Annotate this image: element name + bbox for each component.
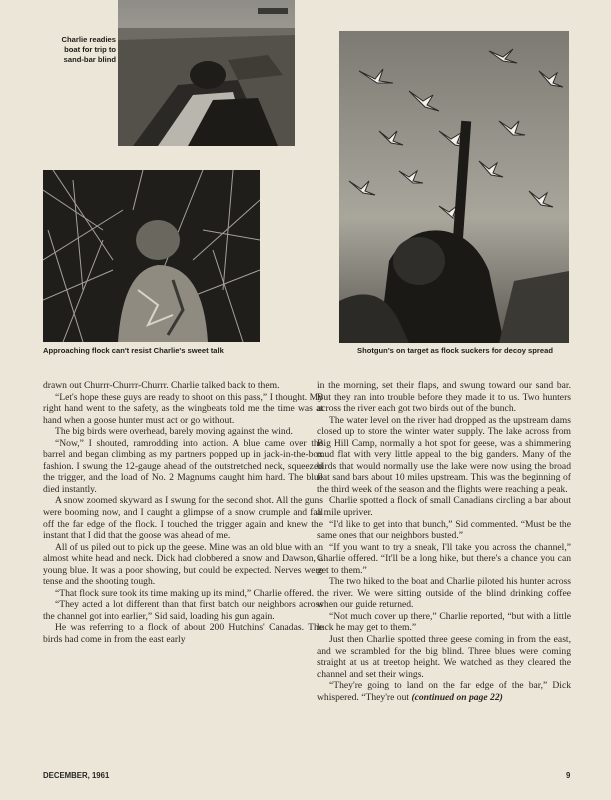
flock-photo-caption: Approaching flock can't resist Charlie's sweet talk [43,346,224,355]
flock-photo [43,170,260,342]
paragraph: Just then Charlie spotted three geese coming in from the east, and we scrambled for the big blind. Three blues were coming straight at us at treetop height. We watched as they cleared the channel and set their wings. [317,634,571,680]
paragraph: “That flock sure took its time making up its mind,” Charlie offered. [55,587,315,599]
boat-photo [118,0,295,146]
page-number: 9 [566,771,571,780]
paragraph: The two hiked to the boat and Charlie piloted his hunter across the river. We were sitting outside of the blind drinking coffee when our guide returned. [317,576,571,611]
paragraph: He was referring to a flock of about 200 Hutchins' Canadas. The birds had come in from the east early [43,622,323,646]
paragraph: “If you want to try a sneak, I'll take you across the channel,” Charlie offered. “It'll be a long hike, but there's a chance you can get to them.” [317,541,571,576]
paragraph [317,680,571,703]
paragraph: “Let's hope these guys are ready to shoot on this pass,” I thought. My right hand went to the safety, as the wingbeats told me the time was at hand when a goose hunter must act or go without. [43,391,323,426]
paragraph: A snow zoomed skyward as I swung for the second shot. All the guns were booming now, and I caught a glimpse of a snow crumple and fall off the far edge of the flock. I touched the trigger again and knew the instant that I did that the goose was ahead of me. [43,495,323,542]
paragraph-text: “They're going to land on the far edge of the bar,” Dick whispered. “They're out [317,680,571,703]
paragraph: “They acted a lot different than that first batch our neighbors across the channel got into earlier,” Sid said, loading his gun again. [43,599,323,622]
paragraph: “Not much cover up there,” Charlie reported, “but with a little luck he may get to them.” [317,610,571,634]
paragraph: “Now,” I shouted, ramrodding into action. A blue came over the barrel and began climbing as my partners popped up in jack-in-the-box fashion. I swung the 12-gauge ahead of the outstretched neck, squeezed the trigger, and the load of No. 2 Magnums caught him hard. The blue died instantly. [43,437,323,495]
paragraph: Charlie spotted a flock of small Canadians circling a bar about a mile upriver. [317,495,571,519]
continued-link[interactable]: (continued on page 22) [411,691,503,703]
article-left-column [43,380,323,646]
shotgun-photo-caption: Shotgun's on target as flock suckers for decoy spread [357,346,553,355]
paragraph: The big birds were overhead, barely moving against the wind. [55,426,293,438]
shotgun-photo [339,31,569,343]
paragraph: All of us piled out to pick up the geese. Mine was an old blue with an almost white head and neck. Dick had clobbered a snow and Dawson, a young blue. It was a poor showing, but could be expected. Nerves were tense and the shooting tough. [43,541,323,588]
issue-date: DECEMBER, 1961 [43,771,110,780]
paragraph: in the morning, set their flaps, and swung toward our sand bar. But they ran into trouble before they made it to us. Two hunters across the river each got two birds out of the bunch. [317,380,571,415]
boat-photo-caption: Charlie readies boat for trip to sand-bar blind [61,35,116,64]
paragraph: drawn out Churrr-Churrr-Churrr. Charlie talked back to them. [43,380,280,391]
article-right-column [317,380,571,703]
paragraph: The water level on the river had dropped as the upstream dams closed up to store the winter water supply. The lake across from Big Hill Camp, normally a hot spot for geese, was a shimmering mud flat with very little appeal to the big ganders. Many of the birds that would normally use the lake were now using the broad flat sand bars about 10 miles upstream. This was the beginning of the third week of the season and the flights were reaching a peak. [317,414,571,495]
paragraph: “I'd like to get into that bunch,” Sid commented. “Must be the same ones that our neighbors busted.” [317,518,571,542]
